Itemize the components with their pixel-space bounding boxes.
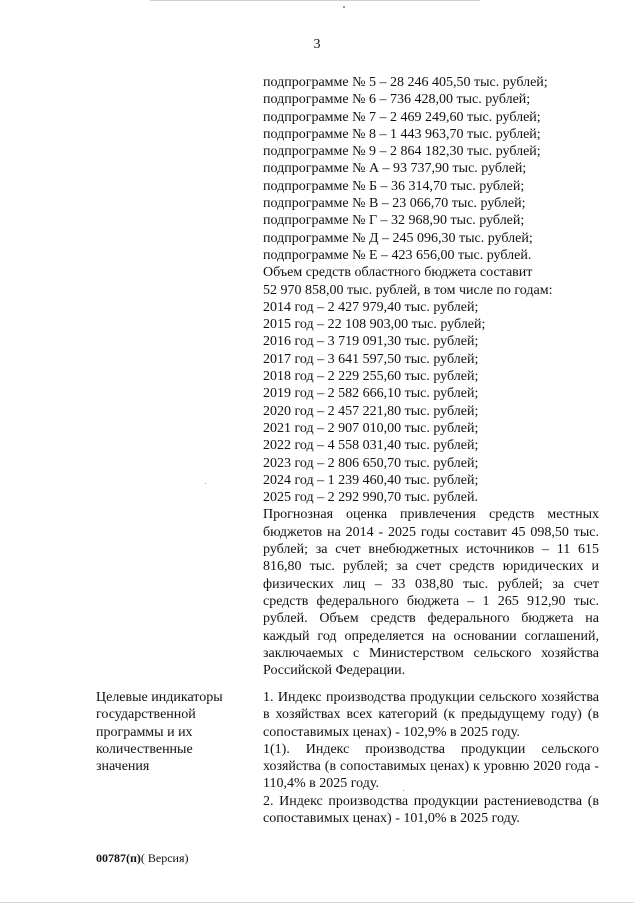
indicators-list (263, 689, 599, 827)
year-line: 2019 год – 2 582 666,10 тыс. рублей; (263, 386, 479, 402)
scan-speck (343, 6, 345, 8)
indicators-label-line: программы и их (96, 724, 193, 740)
subprogram-line: подпрограмме № Б – 36 314,70 тыс. рублей; (263, 178, 525, 194)
scan-bottom-edge (0, 902, 634, 903)
subprogram-line: подпрограмме № Д – 245 096,30 тыс. рублей; (263, 230, 533, 246)
regional-budget-line-1: Объем средств областного бюджета составит (263, 265, 533, 281)
year-line: 2020 год – 2 457 221,80 тыс. рублей; (263, 403, 479, 419)
indicators-label-line: Целевые индикаторы (96, 690, 223, 705)
subprogram-line: подпрограмме № Г – 32 968,90 тыс. рублей; (263, 213, 525, 229)
subprogram-line: подпрограмме № В – 23 066,70 тыс. рублей; (263, 196, 526, 212)
scan-speck (403, 790, 404, 791)
forecast-paragraph: Прогнозная оценка привлечения средств местных бюджетов на 2014 - 2025 годы составит 45 098,50 тыс. рублей; за счет внебюджетных источников – 11 615 816,80 тыс. рублей; за счет средств юридических и физических лиц – 33 038,80 тыс. рублей; за счет средств федерального бюджета – 1 265 912,90 тыс. рублей. Объем средств федерального бюджета на каждый год определяется на основании соглашений, заключаемых с Министерством сельского хозяйства Российской Федерации. (263, 507, 599, 679)
indicators-label-line: значения (96, 759, 150, 775)
subprogram-line: подпрограмме № Е – 423 656,00 тыс. рублей. (263, 247, 532, 263)
scan-top-edge (150, 0, 480, 1)
document-version: ( Версия) (140, 851, 189, 865)
subprogram-line: подпрограмме № 5 – 28 246 405,50 тыс. рублей; (263, 75, 548, 90)
year-line: 2024 год – 1 239 460,40 тыс. рублей; (263, 472, 479, 488)
indicators-label-line: количественные (96, 741, 193, 757)
year-line: 2017 год – 3 641 597,50 тыс. рублей; (263, 351, 479, 367)
subprogram-line: подпрограмме № 9 – 2 864 182,30 тыс. рублей; (263, 144, 541, 160)
subprogram-list (263, 74, 599, 264)
yearly-amounts-list (263, 299, 599, 507)
year-line: 2015 год – 22 108 903,00 тыс. рублей; (263, 317, 486, 333)
page-number: 3 (313, 37, 321, 52)
document-footer (96, 851, 189, 866)
subprogram-line: подпрограмме № А – 93 737,90 тыс. рублей; (263, 161, 527, 177)
indicator-item: 1. Индекс производства продукции сельского хозяйства в хозяйствах всех категорий (к предыдущему году) (в сопоставимых ценах) - 102,9% в 2025 году. (263, 690, 599, 740)
year-line: 2018 год – 2 229 255,60 тыс. рублей; (263, 369, 479, 385)
indicator-item: 1(1). Индекс производства продукции сельского хозяйства (в сопоставимых ценах) к уровню 2020 года - 110,4% в 2025 году. (263, 741, 599, 792)
scan-speck (205, 483, 206, 484)
subprogram-line: подпрограмме № 8 – 1 443 963,70 тыс. рублей; (263, 126, 541, 142)
year-line: 2021 год – 2 907 010,00 тыс. рублей; (263, 420, 479, 436)
subprogram-line: подпрограмме № 6 – 736 428,00 тыс. рублей; (263, 92, 531, 108)
subprogram-line: подпрограмме № 7 – 2 469 249,60 тыс. рублей; (263, 109, 541, 125)
year-line: 2025 год – 2 292 990,70 тыс. рублей. (263, 490, 478, 506)
regional-budget-line-2: 52 970 858,00 тыс. рублей, в том числе по годам: (263, 282, 553, 298)
indicator-item: 2. Индекс производства продукции растениеводства (в сопоставимых ценах) - 101,0% в 2025 году. (263, 793, 599, 827)
indicators-label-line: государственной (96, 707, 196, 723)
year-line: 2014 год – 2 427 979,40 тыс. рублей; (263, 299, 479, 315)
indicators-label (96, 689, 246, 775)
document-code: 00787(п) (96, 851, 141, 865)
funding-section (263, 74, 599, 679)
year-line: 2023 год – 2 806 650,70 тыс. рублей; (263, 455, 479, 471)
year-line: 2022 год – 4 558 031,40 тыс. рублей; (263, 438, 479, 454)
year-line: 2016 год – 3 719 091,30 тыс. рублей; (263, 334, 479, 350)
